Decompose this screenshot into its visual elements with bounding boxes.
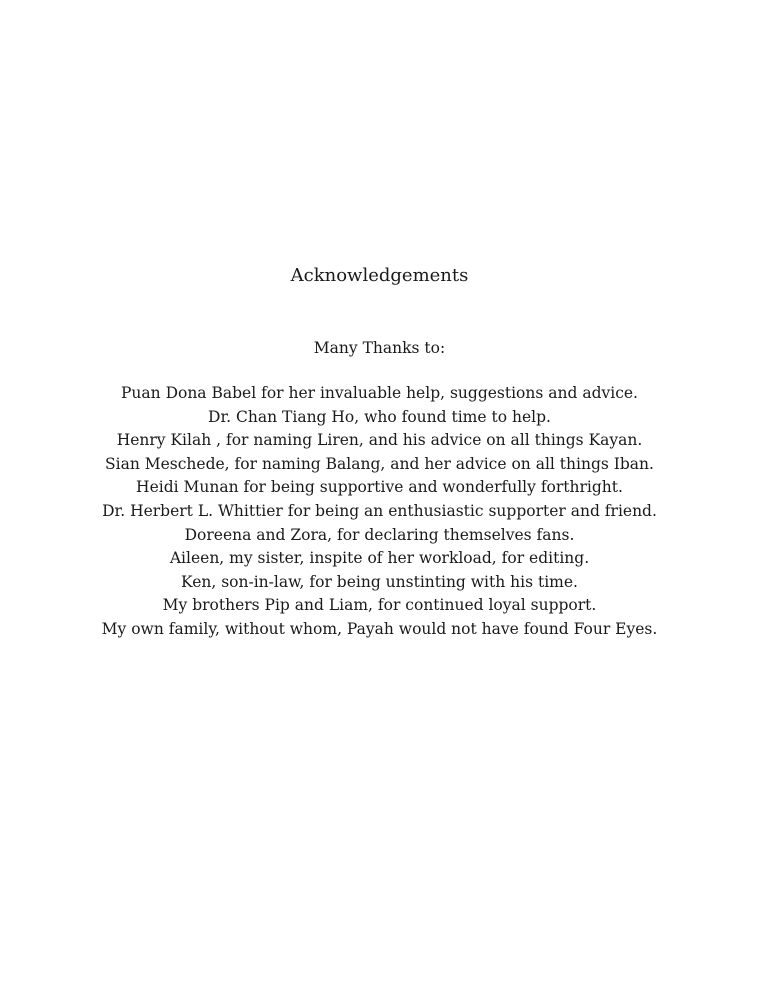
acknowledgement-line: Doreena and Zora, for declaring themselves fans.: [184, 525, 575, 544]
intro-text: Many Thanks to:: [313, 339, 446, 357]
acknowledgement-line: Aileen, my sister, inspite of her workload, for editing.: [169, 549, 590, 568]
acknowledgement-line: Henry Kilah , for naming Liren, and his advice on all things Kayan.: [116, 431, 643, 450]
acknowledgement-line: Ken, son-in-law, for being unstinting with his time.: [181, 572, 578, 591]
acknowledgement-line: Sian Meschede, for naming Balang, and her advice on all things Iban.: [105, 454, 654, 473]
acknowledgement-line: Puan Dona Babel for her invaluable help, suggestions and advice.: [121, 384, 638, 402]
acknowledgement-line: My brothers Pip and Liam, for continued loyal support.: [162, 596, 597, 615]
acknowledgement-line: Heidi Munan for being supportive and wonderfully forthright.: [136, 478, 623, 497]
acknowledgement-line: My own family, without whom, Payah would not have found Four Eyes.: [101, 619, 658, 638]
page-title: Acknowledgements: [290, 265, 469, 286]
acknowledgement-line: Dr. Chan Tiang Ho, who found time to help.: [208, 407, 551, 426]
acknowledgement-list: [0, 382, 759, 642]
acknowledgement-line: Dr. Herbert L. Whittier for being an enthusiastic supporter and friend.: [102, 501, 657, 520]
